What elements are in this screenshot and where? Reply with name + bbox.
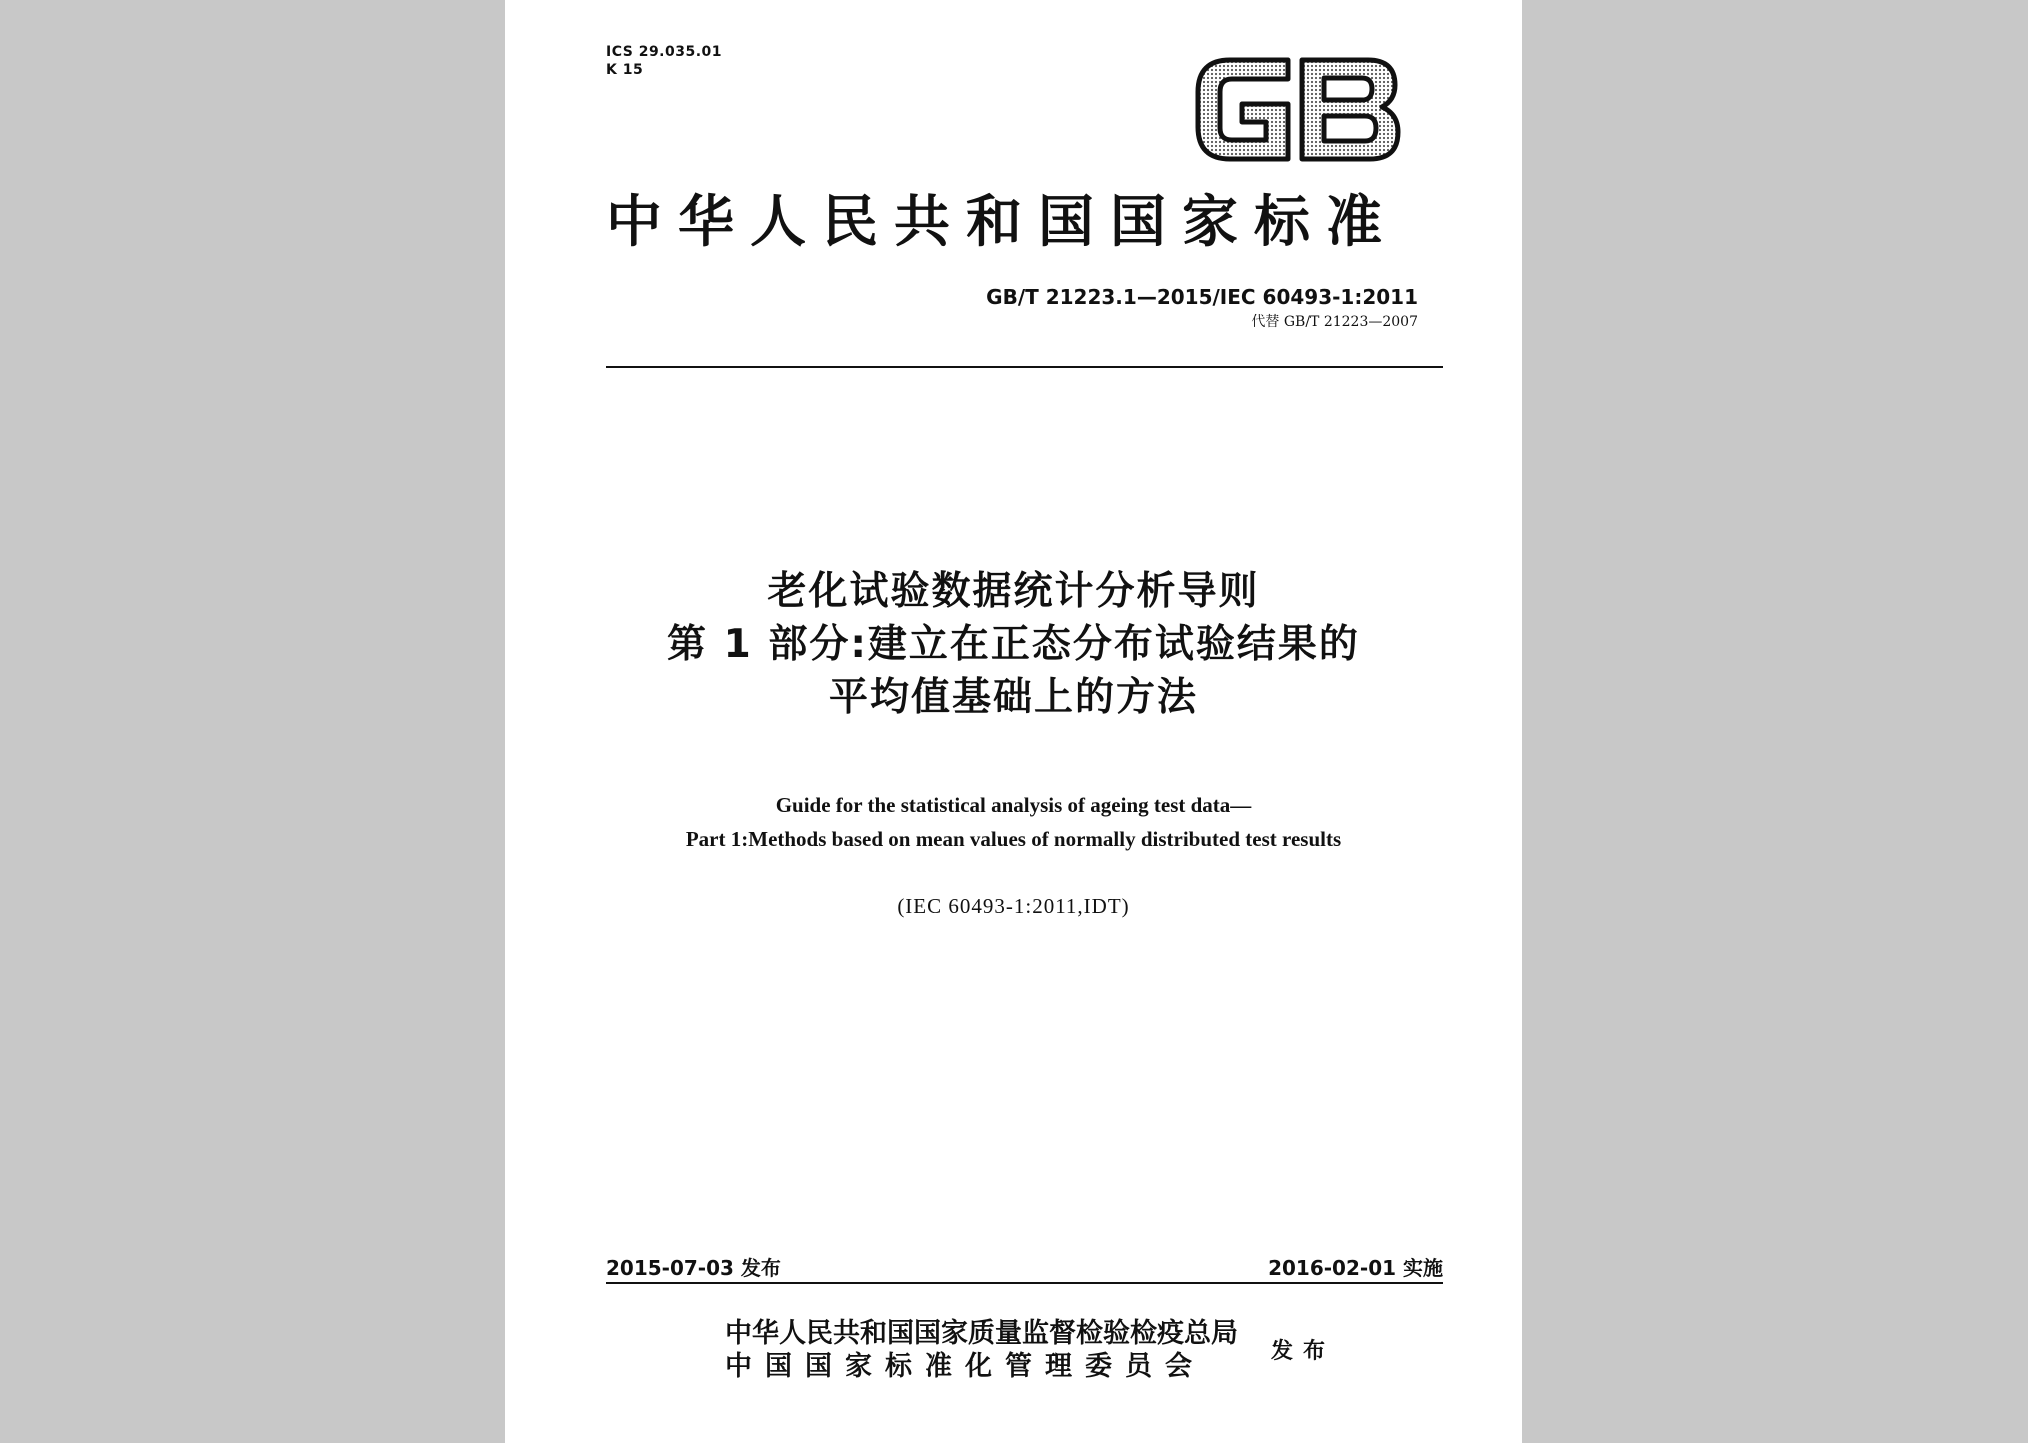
footer-divider	[606, 1282, 1443, 1284]
issuing-authorities	[725, 1317, 1238, 1383]
chinese-title-line-3: 平均值基础上的方法	[828, 675, 1198, 720]
ics-code: ICS 29.035.01	[606, 44, 723, 60]
replaces-standard: 代替 GB/T 21223—2007	[1251, 314, 1418, 330]
issuer-line-2: 中国国家标准化管理委员会	[725, 1351, 1205, 1382]
issue-date: 2015-07-03 发布	[606, 1256, 781, 1280]
english-title-line-2: Part 1:Methods based on mean values of normally distributed test results	[685, 827, 1342, 851]
iec-reference: (IEC 60493-1:2011,IDT)	[897, 894, 1130, 918]
category-code: K 15	[606, 62, 644, 78]
document-page	[505, 0, 1522, 1443]
national-standard-title: 中华人民共和国国家标准	[606, 189, 1398, 255]
chinese-title-line-2: 第 1 部分:建立在正态分布试验结果的	[667, 622, 1360, 667]
english-title-line-1: Guide for the statistical analysis of ageing test data—	[775, 793, 1252, 817]
implementation-date: 2016-02-01 实施	[1268, 1256, 1443, 1280]
publish-label: 发布	[1271, 1338, 1336, 1364]
chinese-title	[505, 565, 1522, 724]
gb-logo-icon	[1190, 52, 1405, 167]
classification-codes	[606, 43, 722, 79]
chinese-title-line-1: 老化试验数据统计分析导则	[767, 569, 1260, 614]
header-divider	[606, 366, 1443, 368]
standard-number: GB/T 21223.1—2015/IEC 60493-1:2011	[986, 285, 1418, 309]
issuer-line-1: 中华人民共和国国家质量监督检验检疫总局	[725, 1318, 1238, 1349]
english-title	[505, 788, 1522, 856]
